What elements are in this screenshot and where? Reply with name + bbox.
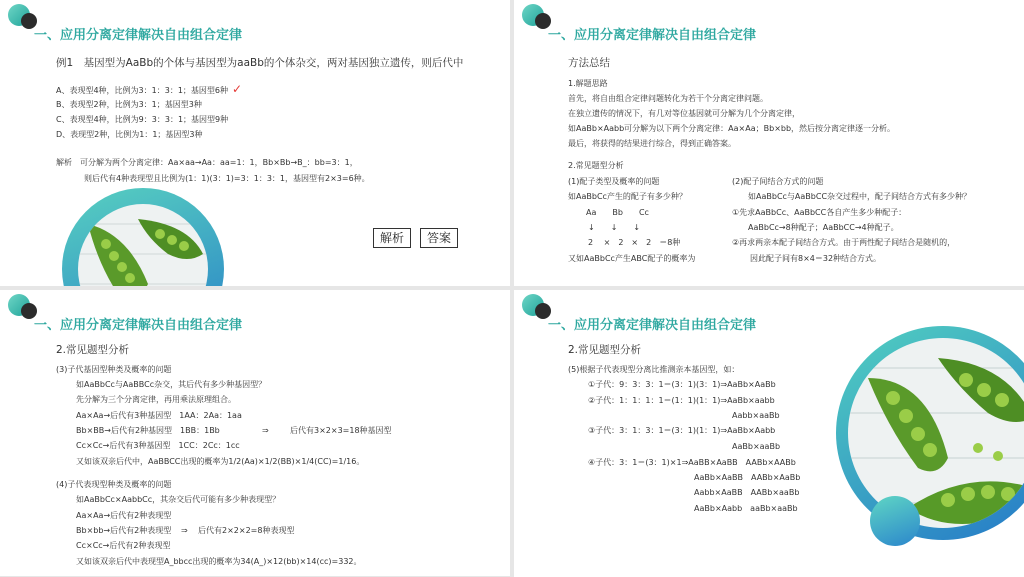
section-1-title: 1.解题思路 xyxy=(568,79,608,88)
left-line-1: (1)配子类型及概率的问题 xyxy=(568,177,660,186)
line-8: AaBb×AaBB AABb×AaBb xyxy=(694,473,801,482)
line-3: 先分解为三个分离定律，再用乘法原理组合。 xyxy=(76,395,236,404)
line-2: ①子代：9：3：3：1＝(3：1)(3：1)⇒AaBb×AaBb xyxy=(588,380,776,389)
paragraph-1: 首先，将自由组合定律问题转化为若干个分离定律问题。 xyxy=(568,94,768,103)
line-10: AaBb×Aabb aaBb×aaBb xyxy=(694,504,798,513)
left-line-2: 如AaBbCc产生的配子有多少种？ xyxy=(568,192,687,201)
left-line-6: 又如AaBbCc产生ABC配子的概率为 xyxy=(568,254,696,263)
line-13: 又如该双亲后代中表现型A_bbcc出现的概率为34(A_)×12(bb)×14(cc)=332。 xyxy=(76,557,362,566)
example-question: 例1 基因型为AaBb的个体与基因型为aaBb的个体杂交，两对基因独立遗传，则后代中 xyxy=(56,57,464,69)
line-2: 如AaBbCc与AaBBCc杂交，其后代有多少种基因型？ xyxy=(76,380,267,389)
pea-pod-image xyxy=(848,338,1024,528)
left-line-4: ↓ ↓ ↓ xyxy=(588,223,641,232)
right-line-4: AaBbCc→8种配子；AaBbCC→4种配子。 xyxy=(748,223,899,232)
line-6: Cc×Cc→后代有3种基因型 1CC：2Cc：1cc xyxy=(76,441,240,450)
answer-button[interactable]: 答案 xyxy=(420,228,458,248)
right-line-2: 如AaBbCc与AaBbCC杂交过程中，配子间结合方式有多少种？ xyxy=(748,192,972,201)
line-1: (5)根据子代表现型分离比推测亲本基因型，如： xyxy=(568,365,740,374)
paragraph-2: 在独立遗传的情况下，有几对等位基因就可分解为几个分离定律， xyxy=(568,109,800,118)
arrow-2: ⇒ xyxy=(181,526,188,535)
paragraph-3: 如AaBb×Aabb可分解为以下两个分离定律：Aa×Aa；Bb×bb，然后按分离定律逐一分析。 xyxy=(568,124,896,133)
line-9: 如AaBbCc×AabbCc，其杂交后代可能有多少种表现型？ xyxy=(76,495,281,504)
result-2: 后代有2×2×2=8种表现型 xyxy=(198,526,295,535)
line-10: Aa×Aa→后代有2种表现型 xyxy=(76,511,172,520)
slide-1 xyxy=(0,0,510,286)
slide-title: 一、应用分离定律解决自由组合定律 xyxy=(548,318,757,333)
result-1: 后代有3×2×3=18种基因型 xyxy=(290,426,392,435)
section-heading: 2.常见题型分析 xyxy=(56,344,130,356)
slide-4 xyxy=(514,290,1024,577)
option-a: A、表现型4种，比例为3：1：3：1；基因型6种 ✓ xyxy=(56,82,243,96)
line-7: 又如该双亲后代中，AaBBCC出现的概率为1/2(Aa)×1/2(BB)×1/4(CC)=1/16。 xyxy=(76,457,365,466)
right-line-3: ①先求AaBbCc、AaBbCC各自产生多少种配子： xyxy=(732,208,907,217)
line-8: (4)子代表现型种类及概率的问题 xyxy=(56,480,172,489)
analysis-line-1: 解析 可分解为两个分离定律：Aa×aa→Aa：aa=1：1，Bb×Bb→B_：bb=3：1， xyxy=(56,158,358,167)
line-5: ③子代：3：1：3：1＝(3：1)(1：1)⇒AaBb×Aabb xyxy=(588,426,776,435)
option-b: B、表现型2种，比例为3：1；基因型3种 xyxy=(56,100,202,109)
line-12: Cc×Cc→后代有2种表现型 xyxy=(76,541,171,550)
option-d: D、表现型2种，比例为1：1；基因型3种 xyxy=(56,130,203,139)
method-summary-heading: 方法总结 xyxy=(568,57,610,69)
line-1: (3)子代基因型种类及概率的问题 xyxy=(56,365,172,374)
line-4: Aabb×aaBb xyxy=(732,411,780,420)
section-heading: 2.常见题型分析 xyxy=(568,344,642,356)
analysis-line-2: 则后代有4种表现型且比例为(1：1)(3：1)=3：1：3：1，基因型有2×3=6种。 xyxy=(84,174,370,183)
line-5: Bb×BB→后代有2种基因型 1BB：1Bb xyxy=(76,426,220,435)
slide-2 xyxy=(514,0,1024,286)
slide-title: 一、应用分离定律解决自由组合定律 xyxy=(34,28,243,43)
line-9: Aabb×AaBB AABb×aaBb xyxy=(694,488,800,497)
line-4: Aa×Aa→后代有3种基因型 1AA：2Aa：1aa xyxy=(76,411,242,420)
analysis-button[interactable]: 解析 xyxy=(373,228,411,248)
slide-title: 一、应用分离定律解决自由组合定律 xyxy=(548,28,757,43)
line-11: Bb×bb→后代有2种表现型 xyxy=(76,526,172,535)
right-line-5: ②再求两亲本配子间结合方式。由于两性配子间结合是随机的， xyxy=(732,238,956,247)
right-line-1: (2)配子间结合方式的问题 xyxy=(732,177,824,186)
line-7: ④子代：3：1＝(3：1)×1⇒AaBB×AaBB AABb×AABb xyxy=(588,458,796,467)
left-line-3: Aa Bb Cc xyxy=(586,208,649,217)
check-icon: ✓ xyxy=(232,82,243,96)
left-line-5: 2 × 2 × 2 ＝8种 xyxy=(588,238,681,247)
arrow-1: ⇒ xyxy=(262,426,269,435)
paragraph-4: 最后，将获得的结果进行综合，得到正确答案。 xyxy=(568,139,736,148)
slide-3 xyxy=(0,290,510,576)
decor-small-circle xyxy=(870,496,920,546)
slide-title: 一、应用分离定律解决自由组合定律 xyxy=(34,318,243,333)
line-3: ②子代：1：1：1：1＝(1：1)(1：1)⇒AaBb×aabb xyxy=(588,396,775,405)
line-6: AaBb×aaBb xyxy=(732,442,781,451)
option-c: C、表现型4种，比例为9：3：3：1；基因型9种 xyxy=(56,115,229,124)
right-line-6: 因此配子间有8×4＝32种结合方式。 xyxy=(750,254,882,263)
section-2-title: 2.常见题型分析 xyxy=(568,161,624,170)
